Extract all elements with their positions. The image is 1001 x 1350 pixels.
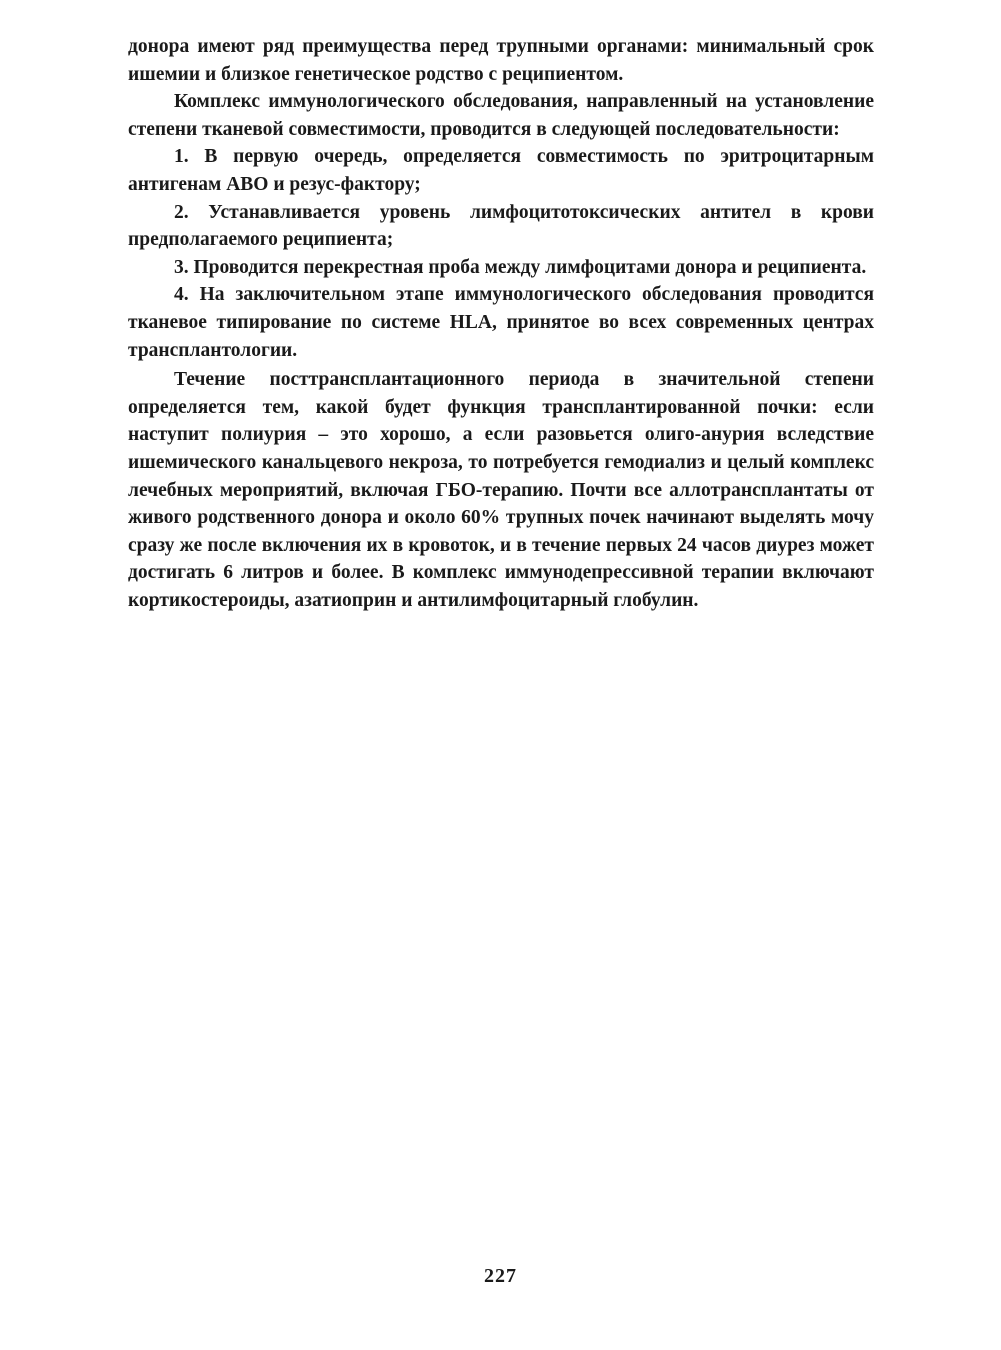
list-item-4: 4. На заключительном этапе иммунологического обследования проводится тканевое типирование по системе HLA, принятое во всех современных центрах трансплантологии. [128,284,874,361]
paragraph-immunology-intro: Комплекс иммунологического обследования, направленный на установление степени тканевой совместимости, проводится в следующей последовательности: [128,91,874,140]
page-number: 227 [484,1265,517,1287]
list-item-1: 1. В первую очередь, определяется совместимость по эритроцитарным антигенам АВО и резус-фактору; [128,146,874,195]
body-text [128,33,874,614]
paragraph-continuation: донора имеют ряд преимущества перед трупными органами: минимальный срок ишемии и близкое генетическое родство с реципиентом. [128,36,874,85]
paragraph-post-transplant: Течение посттрансплантационного периода в значительной степени определяется тем, какой будет функция трансплантированной почки: если наступит полиурия – это хорошо, а если разовьется олиго-анурия вследствие ишемического канальцевого некроза, то потребуется гемодиализ и целый комплекс лечебных мероприятий, включая ГБО-терапию. Почти все аллотрансплантаты от живого родственного донора и около 60% трупных почек начинают выделять мочу сразу же после включения их в кровоток, и в течение первых 24 часов диурез может достигать 6 литров и более. В комплекс иммунодепрессивной терапии включают кортикостероиды, азатиоприн и антилимфоцитарный глобулин. [128,369,874,611]
list-item-2: 2. Устанавливается уровень лимфоцитотоксических антител в крови предполагаемого реципиента; [128,201,874,251]
list-item-3: 3. Проводится перекрестная проба между лимфоцитами донора и реципиента. [174,256,867,278]
